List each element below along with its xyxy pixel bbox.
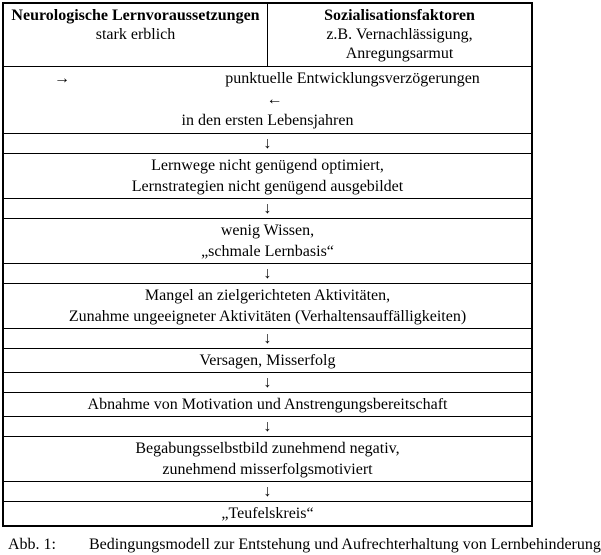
stage-line: Versagen, Misserfolg xyxy=(199,352,336,369)
down-arrow-icon: ↓ xyxy=(263,483,272,500)
down-arrow-row xyxy=(4,198,531,218)
down-arrow-icon: ↓ xyxy=(263,265,272,282)
causes-header-row xyxy=(4,4,531,66)
figure-caption-text: Bedingungsmodell zur Entstehung und Aufrechterhaltung von Lernbehinderung xyxy=(89,536,601,553)
stage-line: Lernwege nicht genügend optimiert, xyxy=(151,157,384,174)
stage-row-wenig-wissen xyxy=(4,218,531,263)
stage-row-mangel-aktivitaeten xyxy=(4,283,531,328)
stage-line: wenig Wissen, xyxy=(220,222,315,239)
down-arrow-icon: ↓ xyxy=(263,418,272,435)
convergence-left-arrow-line xyxy=(4,89,531,110)
down-arrow-icon: ↓ xyxy=(263,374,272,391)
stage-line: Zunahme ungeeigneter Aktivitäten (Verhaltensauffälligkeiten) xyxy=(68,308,467,325)
socialization-example-line2: Anregungsarmut xyxy=(345,45,454,62)
socialization-example-line1: z.B. Vernachlässigung, xyxy=(326,26,473,43)
stage-row-teufelskreis xyxy=(4,501,531,525)
figure-caption xyxy=(8,536,601,554)
stage-line: Mangel an zielgerichteten Aktivitäten, xyxy=(144,287,391,304)
stage-line: „Teufelskreis“ xyxy=(221,505,314,522)
socialization-title: Sozialisationsfaktoren xyxy=(324,7,475,24)
convergence-result-text: punktuelle Entwicklungsverzögerungen xyxy=(225,70,480,87)
stage-row-abnahme-motivation xyxy=(4,392,531,416)
neurological-title: Neurologische Lernvoraussetzungen xyxy=(11,7,260,24)
stage-row-lernwege xyxy=(4,153,531,198)
down-arrow-row xyxy=(4,328,531,348)
down-arrow-row xyxy=(4,372,531,392)
socialization-cell xyxy=(267,4,531,66)
convergence-row xyxy=(4,66,531,133)
left-arrow-icon: ← xyxy=(266,91,283,108)
down-arrow-row xyxy=(4,416,531,436)
down-arrow-icon: ↓ xyxy=(263,330,272,347)
stage-line: Abnahme von Motivation und Anstrengungsbereitschaft xyxy=(87,396,448,413)
down-arrow-icon: ↓ xyxy=(263,200,272,217)
right-arrow-icon: → xyxy=(54,70,70,87)
stage-row-begabungsselbstbild xyxy=(4,436,531,481)
convergence-result-line xyxy=(4,68,531,89)
neurological-subtitle: stark erblich xyxy=(95,26,176,43)
down-arrow-row xyxy=(4,263,531,283)
stage-line: Begabungsselbstbild zunehmend negativ, xyxy=(135,440,400,457)
stage-row-versagen xyxy=(4,348,531,372)
stage-line: zunehmend misserfolgsmotiviert xyxy=(162,461,373,478)
down-arrow-row xyxy=(4,133,531,153)
stage-line: „schmale Lernbasis“ xyxy=(201,243,334,260)
neurological-cell xyxy=(4,4,267,66)
stage-line: Lernstrategien nicht genügend ausgebildet xyxy=(131,178,404,195)
convergence-timeframe-text: in den ersten Lebensjahren xyxy=(181,112,354,129)
down-arrow-icon: ↓ xyxy=(263,135,272,152)
down-arrow-row xyxy=(4,481,531,501)
figure-caption-label: Abb. 1: xyxy=(8,536,56,553)
bedingungsmodell-table xyxy=(2,2,533,527)
